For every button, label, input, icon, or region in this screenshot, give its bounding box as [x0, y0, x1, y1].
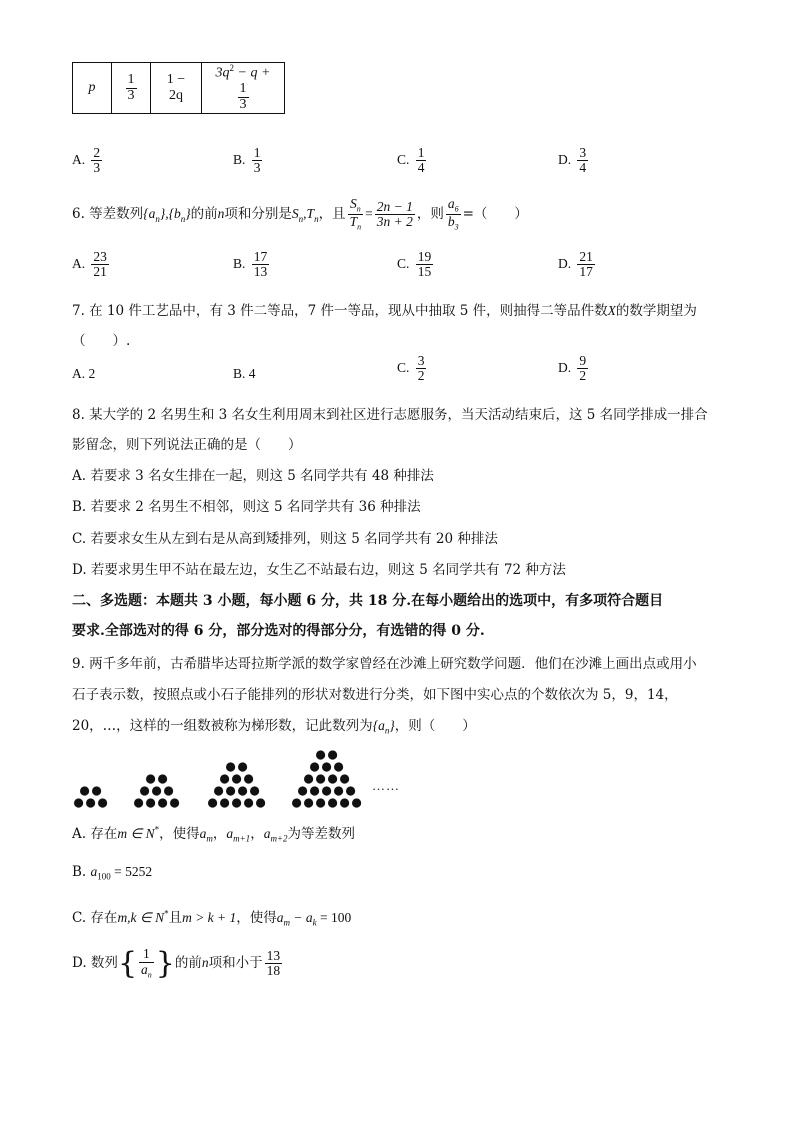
q9-option-d: D. 数列{ $\frac{1}{a_n}$ }的前n项和小于 $\frac{13}{18}$ [72, 946, 281, 981]
option-label: D. [558, 256, 572, 272]
numerator: 1 [239, 81, 247, 97]
dot [346, 786, 355, 795]
q7-stem-line1 [72, 299, 697, 319]
trapezoid-dots-figure [70, 745, 410, 813]
option-text: D. 数列 [72, 955, 118, 971]
q8-option-d: D. 若要求男生甲不站在最左边，女生乙不站最右边，则这 5 名同学共有 72 种方法 [72, 562, 566, 578]
dot [310, 762, 319, 771]
section-heading-line1: 二、多选题：本题共 3 小题，每小题 6 分，共 18 分.在每小题给出的选项中，有多项符合题目 [72, 593, 664, 609]
math: m ∈ N [117, 826, 155, 841]
dot [340, 798, 349, 807]
dot [250, 786, 259, 795]
stem-text: 的数学期望为 [615, 303, 697, 319]
dot [220, 774, 229, 783]
fraction [91, 146, 102, 175]
dot [86, 798, 95, 807]
fraction [577, 146, 588, 175]
denominator: 17 [579, 264, 593, 280]
q6-option-a [72, 250, 111, 279]
table-cell-3 [202, 63, 285, 114]
dot [328, 750, 337, 759]
dot [334, 762, 343, 771]
option-text: B. [72, 864, 91, 880]
dot [146, 774, 155, 783]
option-text: C. 存在 [72, 910, 118, 926]
numerator: 1 [253, 145, 261, 160]
option-text: ，使得 [159, 826, 200, 842]
option-label: D. [558, 360, 572, 376]
option-text: 为等差数列 [287, 826, 356, 842]
option-text: 的前 [174, 955, 202, 971]
table-label-cell [73, 63, 112, 114]
q8-stem-line2: 影留念，则下列说法正确的是（ ） [72, 437, 302, 453]
numerator: 3 [417, 353, 425, 368]
dot [322, 762, 331, 771]
q9-stem-line1: 9. 两千多年前，古希腊毕达哥拉斯学派的数学家曾经在沙滩上研究数学问题．他们在沙滩上画出点或用小 [72, 656, 697, 672]
q8-stem-line1: 8. 某大学的 2 名男生和 3 名女生利用周末到社区进行志愿服务，当天活动结束后，这 5 名同学排成一排合 [72, 407, 708, 423]
math: T [306, 206, 315, 222]
math: S [291, 206, 299, 222]
dot [92, 786, 101, 795]
stem-text: 的前 [190, 206, 218, 223]
math: a [378, 718, 385, 733]
denominator: 2 [579, 368, 587, 384]
table-label: p [88, 80, 96, 95]
denominator: 2 [417, 368, 425, 384]
dot [232, 774, 241, 783]
numerator: 1 [127, 71, 135, 87]
fraction [126, 73, 137, 103]
numerator: 9 [579, 353, 587, 368]
option-label: B. [233, 152, 246, 168]
numerator: 1 [417, 145, 425, 160]
q6-stem: 6. 等差数列$\{a_n\},\{b_n\}$的前n项和分别是$S_n,T_n$，且 $\frac{S_n}{T_n}$ = $\frac{2n - 1}{3n + 2}$ ，则 $\frac{a_6}{b_3}$ =（ ） [72, 196, 528, 232]
q6-option-c [397, 250, 435, 279]
q8-option-a: A. 若要求 3 名女生排在一起，则这 5 名同学共有 48 种排法 [72, 468, 434, 484]
q9-option-b: B. $a_{100} = 5252$ [72, 864, 153, 882]
fraction [91, 250, 109, 279]
math: X [607, 303, 616, 318]
subscript: n [180, 213, 186, 224]
numerator: 3 [579, 145, 587, 160]
fraction [416, 250, 434, 279]
dot [334, 786, 343, 795]
option-label: A. [72, 152, 86, 168]
table-cell-2 [151, 63, 202, 114]
q7-option-b: B. 4 [233, 366, 256, 381]
option-label: C. [397, 256, 410, 272]
expr-part: − q + [234, 66, 271, 82]
numerator: 21 [579, 249, 593, 264]
dot [316, 750, 325, 759]
option-label: C. [397, 152, 410, 168]
math: n [217, 206, 225, 222]
section-heading-line2: 要求.全部选对的得 6 分，部分选对的得部分分，有选错的得 0 分. [72, 623, 485, 639]
dot [328, 774, 337, 783]
fraction: $\frac{1}{a_n}$ [141, 946, 152, 980]
denominator: $b_3$ [447, 214, 459, 232]
option-label: D. [558, 152, 572, 168]
table-cell-1 [112, 63, 151, 114]
dot [292, 798, 301, 807]
figure-ellipsis: …… [372, 778, 400, 793]
denominator: 3 [239, 96, 247, 112]
numerator: 17 [253, 249, 268, 264]
dot [232, 798, 241, 807]
q9-option-c: C. 存在m,k ∈ N*且m > k + 1，使得$a_m - a_k = 100$ [72, 908, 352, 928]
dot [80, 786, 89, 795]
dot [164, 786, 173, 795]
fraction [416, 354, 427, 383]
dot [238, 762, 247, 771]
q9-stem-line3: 20，…，这样的一组数被称为梯形数，记此数列为$\{a_n\}$，则（ ） [72, 718, 476, 736]
stem-text: 项和分别是 [224, 206, 292, 223]
option-text: 且 [168, 910, 183, 926]
dot [244, 798, 253, 807]
distribution-table [72, 62, 285, 114]
superscript: 2 [229, 63, 235, 74]
subscript: n [314, 213, 319, 224]
subscript: n [298, 213, 304, 224]
dot [316, 798, 325, 807]
dot [322, 786, 331, 795]
expr-part: 3q [215, 66, 230, 82]
q9-stem-line2: 石子表示数，按照点或小石子能排列的形状对数进行分类，如下图中实心点的个数依次为 5，9，14， [72, 687, 678, 703]
dot [238, 786, 247, 795]
fraction [577, 354, 588, 383]
table-value: 1 − 2q [166, 72, 186, 103]
fraction [577, 250, 595, 279]
math: {a [143, 206, 156, 222]
q5-option-d [558, 146, 590, 175]
stem-text: 6. 等差数列 [72, 206, 144, 223]
dot [244, 774, 253, 783]
dot [74, 798, 83, 807]
dot [208, 798, 217, 807]
q7-option-c [397, 354, 428, 383]
fraction [416, 146, 427, 175]
dot [310, 786, 319, 795]
denominator: 3n + 2 [376, 214, 413, 230]
subscript: n [155, 213, 160, 224]
fraction [252, 146, 263, 175]
equals: = [365, 206, 373, 222]
math: },{b [159, 206, 181, 222]
numerator: $S_n$ [348, 197, 364, 215]
dot [256, 798, 265, 807]
dot [140, 786, 149, 795]
denominator: 4 [579, 160, 587, 176]
fraction [375, 200, 415, 229]
math: } [185, 206, 191, 222]
dot [134, 798, 143, 807]
numerator: 2n − 1 [376, 198, 413, 214]
dot [226, 762, 235, 771]
option-text: A. 存在 [72, 826, 118, 842]
dot [170, 798, 179, 807]
stem-text: ，且 [318, 206, 346, 223]
dot [158, 798, 167, 807]
q6-option-b [233, 250, 271, 279]
dot [328, 798, 337, 807]
q7-stem-line2 [72, 329, 130, 349]
numerator: 19 [417, 249, 432, 264]
denominator: 13 [253, 264, 268, 280]
dot [214, 786, 223, 795]
dot [226, 786, 235, 795]
q9-option-a: A. 存在m ∈ N*，使得$a_m$，$a_{m+1}$，$a_{m+2}$为等差数列 [72, 824, 356, 844]
stem-text: ，则（ ） [394, 718, 476, 734]
stem-text: 7. 在 10 件工艺品中，有 3 件二等品，7 件一等品，现从中抽取 5 件，则抽得二等品件数 [72, 303, 608, 319]
q5-option-a [72, 146, 104, 175]
dot [146, 798, 155, 807]
denominator: 21 [93, 264, 107, 280]
dot [304, 774, 313, 783]
denominator: 15 [417, 264, 432, 280]
denominator: $T_n$ [349, 214, 362, 232]
q5-option-b [233, 146, 264, 175]
fraction [238, 82, 249, 112]
dot [304, 798, 313, 807]
stem-text: 20，…，这样的一组数被称为梯形数，记此数列为 [72, 718, 373, 734]
dot [98, 798, 107, 807]
numerator: 2 [93, 145, 101, 160]
q8-option-c: C. 若要求女生从左到右是从高到矮排列，则这 5 名同学共有 20 种排法 [72, 531, 498, 547]
option-label: C. [397, 360, 410, 376]
dot [352, 798, 361, 807]
q6-option-d [558, 250, 597, 279]
stem-text: （ ）. [72, 333, 131, 349]
q7-option-a: A. 2 [72, 366, 96, 381]
dot [220, 798, 229, 807]
fraction [446, 197, 461, 232]
numerator: $a_6$ [447, 196, 459, 214]
denominator: 3 [253, 160, 261, 176]
option-text: 项和小于 [208, 955, 263, 971]
numerator: 23 [93, 249, 107, 264]
option-label: B. [233, 256, 246, 272]
dot [316, 774, 325, 783]
fraction [252, 250, 270, 279]
stem-text: ，则 [416, 206, 444, 223]
denominator: 3 [93, 160, 101, 176]
q5-option-c [397, 146, 428, 175]
stem-text: =（ ） [462, 206, 528, 223]
option-text: ，使得 [236, 910, 277, 926]
fraction [348, 197, 364, 232]
dot [158, 774, 167, 783]
denominator: 3 [127, 87, 135, 103]
fraction: $\frac{13}{18}$ [266, 947, 281, 978]
q7-option-d [558, 354, 590, 383]
denominator: 4 [417, 160, 425, 176]
dot [152, 786, 161, 795]
option-label: A. [72, 256, 86, 272]
q8-option-b: B. 若要求 2 名男生不相邻，则这 5 名同学共有 36 种排法 [72, 499, 421, 515]
dot [298, 786, 307, 795]
dot [340, 774, 349, 783]
